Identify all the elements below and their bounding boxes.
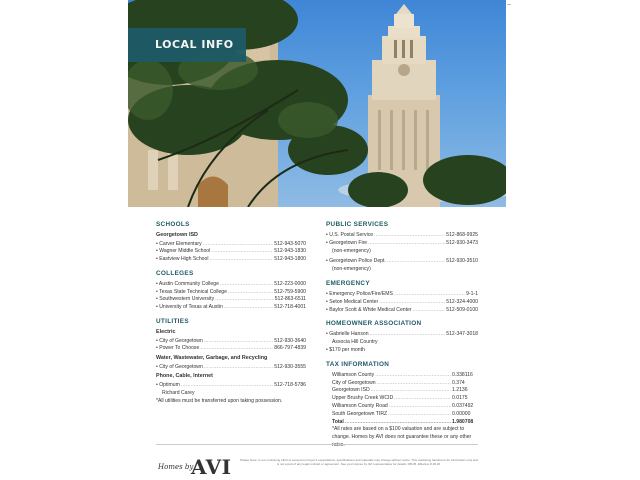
table-row: [332, 411, 478, 419]
item-phone: 512-930-3640: [274, 337, 306, 344]
tax-name: Williamson County Road: [332, 402, 388, 409]
item-phone: 512-759-5900: [274, 288, 306, 295]
item-phone: 512-930-3510: [446, 258, 478, 265]
list-item: [156, 256, 306, 264]
list-item: [156, 289, 306, 297]
item-name: • Wagner Middle School: [156, 248, 211, 255]
footer-divider: [156, 444, 478, 445]
item-name: • Power To Choose: [156, 345, 200, 352]
list-item: [156, 304, 306, 312]
logo-small-text: Homes by: [158, 463, 194, 471]
public-services-heading: PUBLIC SERVICES: [326, 221, 389, 228]
fire-subtext: (non-emergency): [332, 247, 371, 254]
hoa-fee: • $170 per month: [326, 346, 365, 353]
table-row: [332, 395, 478, 403]
table-row: [332, 380, 478, 388]
list-item: [326, 240, 478, 248]
list-item: [326, 307, 478, 315]
item-phone: 512-943-5070: [274, 240, 306, 247]
item-phone: 512-718-4001: [274, 304, 306, 311]
homes-by-avi-logo: [158, 455, 238, 479]
colleges-heading: COLLEGES: [156, 269, 194, 277]
item-phone: 512-223-0000: [274, 280, 306, 287]
tax-rate: 0.037492: [452, 402, 474, 409]
item-phone: 512-347-3018: [446, 331, 478, 338]
water-label: Water, Wastewater, Garbage, and Recycling: [156, 355, 268, 362]
tax-total-label: Total: [332, 418, 344, 425]
item-name: • City of Georgetown: [156, 337, 203, 344]
list-item: [326, 258, 478, 266]
item-phone: 512-718-5786: [274, 381, 306, 388]
phone-contact: Richard Carey: [162, 389, 195, 396]
list-item: [156, 248, 306, 256]
item-phone: 512-930-3473: [446, 239, 478, 246]
item-name: • Eastview High School: [156, 256, 209, 263]
tax-name: Upper Brushy Creek WCID: [332, 395, 394, 402]
item-name: • City of Georgetown: [156, 363, 203, 370]
item-name: • University of Texas at Austin: [156, 304, 223, 311]
list-item: [156, 345, 306, 353]
utilities-note: *All utilities must be transferred upon taking possession.: [156, 397, 283, 404]
list-item: [326, 331, 478, 339]
hoa-association: Associa Hill Country: [332, 339, 378, 346]
table-row: [332, 403, 478, 411]
utilities-heading: UTILITIES: [156, 318, 189, 326]
item-name: • Optimum: [156, 381, 180, 388]
banner-title: LOCAL INFO: [155, 38, 234, 51]
tax-rate: 1.2136: [452, 387, 468, 394]
item-phone: 9-1-1: [466, 290, 478, 297]
tax-table: [326, 372, 478, 450]
item-name: • Gabrielle Hanson: [326, 331, 369, 338]
tax-rate: 0.0175: [452, 395, 468, 402]
list-item: [326, 291, 478, 299]
item-name: • Georgetown Fire: [326, 239, 368, 246]
tax-total-row: [332, 419, 478, 427]
list-item: [156, 296, 306, 304]
tax-rate: 0.374: [452, 379, 465, 386]
item-phone: 512-930-3555: [274, 363, 306, 370]
item-name: • Baylor Scott & White Medical Center: [326, 306, 412, 313]
phone-label: Phone, Cable, Internet: [156, 373, 213, 380]
tax-name: South Georgetown TIRZ: [332, 410, 388, 417]
electric-label: Electric: [156, 329, 176, 336]
disclaimer-text: Please Note: In our continuing effort to exceed our buyer's expectations, specifications and materials may change without notice. This marketing handout is for information only and is not a part of any legal contract or agreement. See your Homes by AVI representative for details. DB-05. Effective 8.18.20.: [240, 458, 478, 467]
page-background-right: [506, 0, 640, 480]
item-name: • Texas State Technical College: [156, 288, 227, 295]
item-name: • Georgetown Police Dept.: [326, 258, 386, 265]
list-item: [326, 232, 478, 240]
table-row: [332, 372, 478, 380]
tax-total-value: 1.980708: [452, 418, 474, 425]
logo-big-text: AVI: [191, 455, 232, 479]
emergency-heading: EMERGENCY: [326, 279, 370, 287]
item-phone: 512-943-1830: [274, 248, 306, 255]
item-name: • Emergency Police/Fire/EMS: [326, 290, 393, 297]
item-phone: 512-868-9925: [446, 232, 478, 238]
tax-rate: 0.338116: [452, 371, 473, 378]
list-item: [156, 338, 306, 346]
list-item: [326, 299, 478, 307]
left-column: [156, 221, 306, 405]
item-phone: 512-324-4000: [446, 298, 478, 305]
content-area: [128, 207, 506, 480]
item-name: • Seton Medical Center: [326, 298, 379, 305]
item-name: • Southwestern University: [156, 296, 215, 303]
tax-rate: 0.00000: [452, 410, 471, 417]
tax-name: Georgetown ISD: [332, 387, 370, 394]
item-name: • Austin Community College: [156, 280, 219, 287]
item-phone: 866-797-4839: [274, 345, 306, 352]
table-row: [332, 387, 478, 395]
schools-heading: SCHOOLS: [156, 221, 190, 228]
tax-note: *All rates are based on a $100 valuation and are subject to change. Homes by AVI does not guarantee these or any other: [332, 426, 472, 441]
corner-mark: [507, 4, 511, 5]
tax-heading: TAX INFORMATION: [326, 360, 390, 368]
hero-photo: [128, 0, 506, 207]
tax-name: City of Georgetown: [332, 379, 376, 386]
list-item: [156, 241, 306, 249]
item-phone: 512-509-0100: [446, 306, 478, 313]
list-item: [156, 281, 306, 289]
item-phone: 512-943-1800: [274, 256, 306, 263]
item-name: • Carver Elementary: [156, 240, 202, 247]
list-item: [156, 364, 306, 372]
brochure-page: [128, 0, 506, 480]
police-subtext: (non-emergency): [332, 266, 371, 273]
section-banner: [128, 28, 246, 62]
right-column: [326, 221, 478, 450]
tax-name: Williamson County: [332, 371, 375, 378]
list-item: [156, 382, 306, 390]
item-name: • U.S. Postal Service: [326, 232, 374, 238]
hoa-heading: HOMEOWNER ASSOCIATION: [326, 320, 422, 328]
item-phone: 512-863-6511: [274, 296, 306, 303]
school-district: Georgetown ISD: [156, 232, 198, 238]
